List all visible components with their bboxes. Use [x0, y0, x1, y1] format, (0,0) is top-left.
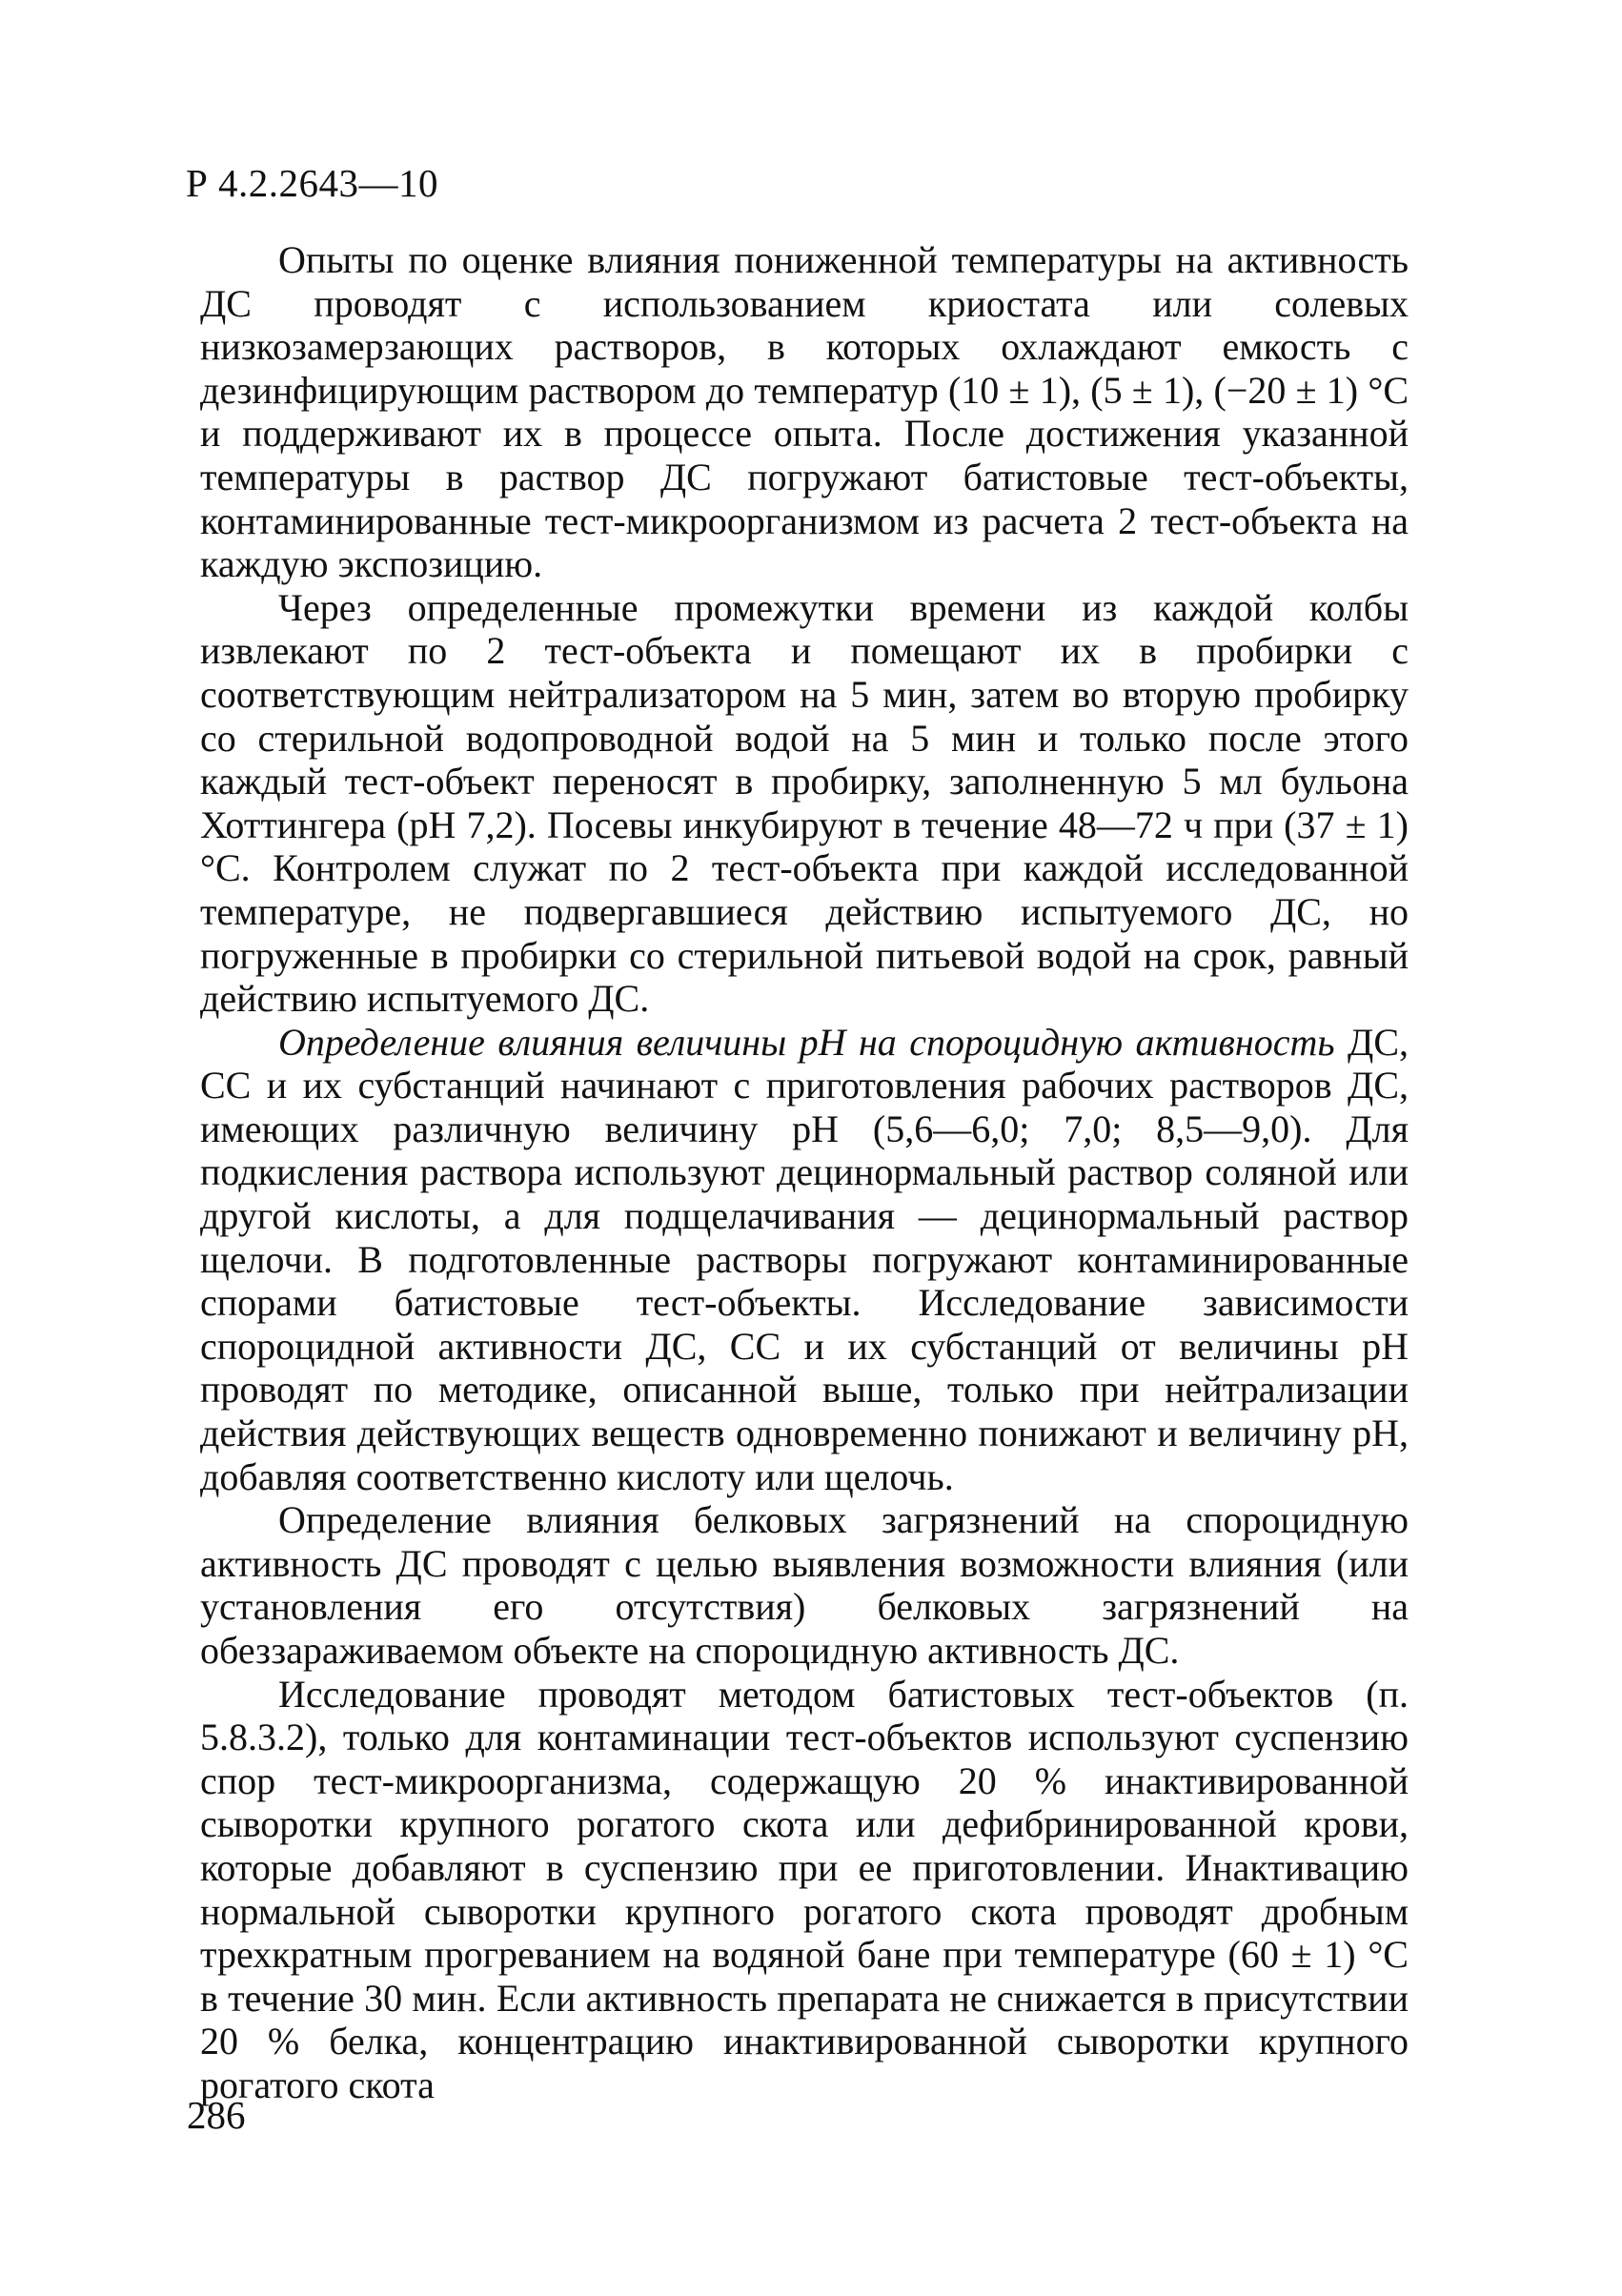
- page-number: 286: [187, 2093, 246, 2137]
- body-text: [200, 238, 1409, 2107]
- paragraph-text: Определение влияния белковых загрязнений на спороцидную активность ДС проводят с целью выявления возможности влияния (или установления его отсутствия) белковых загрязнений на обеззараживаемом объекте на спороцидную активность ДС.: [200, 1498, 1409, 1672]
- document-code-header: Р 4.2.2643—10: [186, 161, 439, 205]
- paragraph-low-temperature: [200, 238, 1409, 586]
- paragraph-exposure-procedure: [200, 586, 1409, 1021]
- paragraph-ph-influence: [200, 1021, 1409, 1499]
- paragraph-test-method: [200, 1673, 1409, 2107]
- paragraph-text: Опыты по оценке влияния пониженной температуры на активность ДС проводят с использованием криостата или солевых низкозамерзающих растворов, в которых охлаждают емкость с дезинфицирующим раствором до температур (10 ± 1), (5 ± 1), (−20 ± 1) °С и поддерживают их в процессе опыта. После достижения указанной температуры в раствор ДС погружают батистовые тест-объекты, контаминированные тест-микроорганизмом из расчета 2 тест-объекта на каждую экспозицию.: [200, 238, 1409, 586]
- paragraph-text: ДС, СС и их субстанций начинают с приготовления рабочих растворов ДС, имеющих различную величину рН (5,6—6,0; 7,0; 8,5—9,0). Для подкисления раствора используют децинормальный раствор соляной или другой кислоты, а для подщелачивания — децинормальный раствор щелочи. В подготовленные растворы погружают контаминированные спорами батистовые тест-объекты. Исследование зависимости спороцидной активности ДС, СС и их субстанций от величины рН проводят по методике, описанной выше, только при нейтрализации действия действующих веществ одновременно понижают и величину рН, добавляя соответственно кислоту или щелочь.: [200, 1020, 1409, 1498]
- paragraph-text: Через определенные промежутки времени из каждой колбы извлекают по 2 тест-объекта и помещают их в пробирки с соответствующим нейтрализатором на 5 мин, затем во вторую пробирку со стерильной водопроводной водой на 5 мин и только после этого каждый тест-объект переносят в пробирку, заполненную 5 мл бульона Хоттингера (рН 7,2). Посевы инкубируют в течение 48—72 ч при (37 ± 1) °С. Контролем служат по 2 тест-объекта при каждой исследованной температуре, не подвергавшиеся действию испытуемого ДС, но погруженные в пробирки со стерильной питьевой водой на срок, равный действию испытуемого ДС.: [200, 585, 1409, 1021]
- paragraph-protein-contamination: [200, 1498, 1409, 1672]
- paragraph-text: Исследование проводят методом батистовых тест-объектов (п. 5.8.3.2), только для контаминации тест-объектов используют суспензию спор тест-микроорганизма, содержащую 20 % инактивированной сыворотки крупного рогатого скота или дефибринированной крови, которые добавляют в суспензию при ее приготовлении. Инактивацию нормальной сыворотки крупного рогатого скота проводят дробным трехкратным прогреванием на водяной бане при температуре (60 ± 1) °С в течение 30 мин. Если активность препарата не снижается в присутствии 20 % белка, концентрацию инактивированной сыворотки крупного рогатого скота: [200, 1672, 1409, 2106]
- paragraph-lead-italic: Определение влияния величины рН на спороцидную активность: [278, 1020, 1335, 1064]
